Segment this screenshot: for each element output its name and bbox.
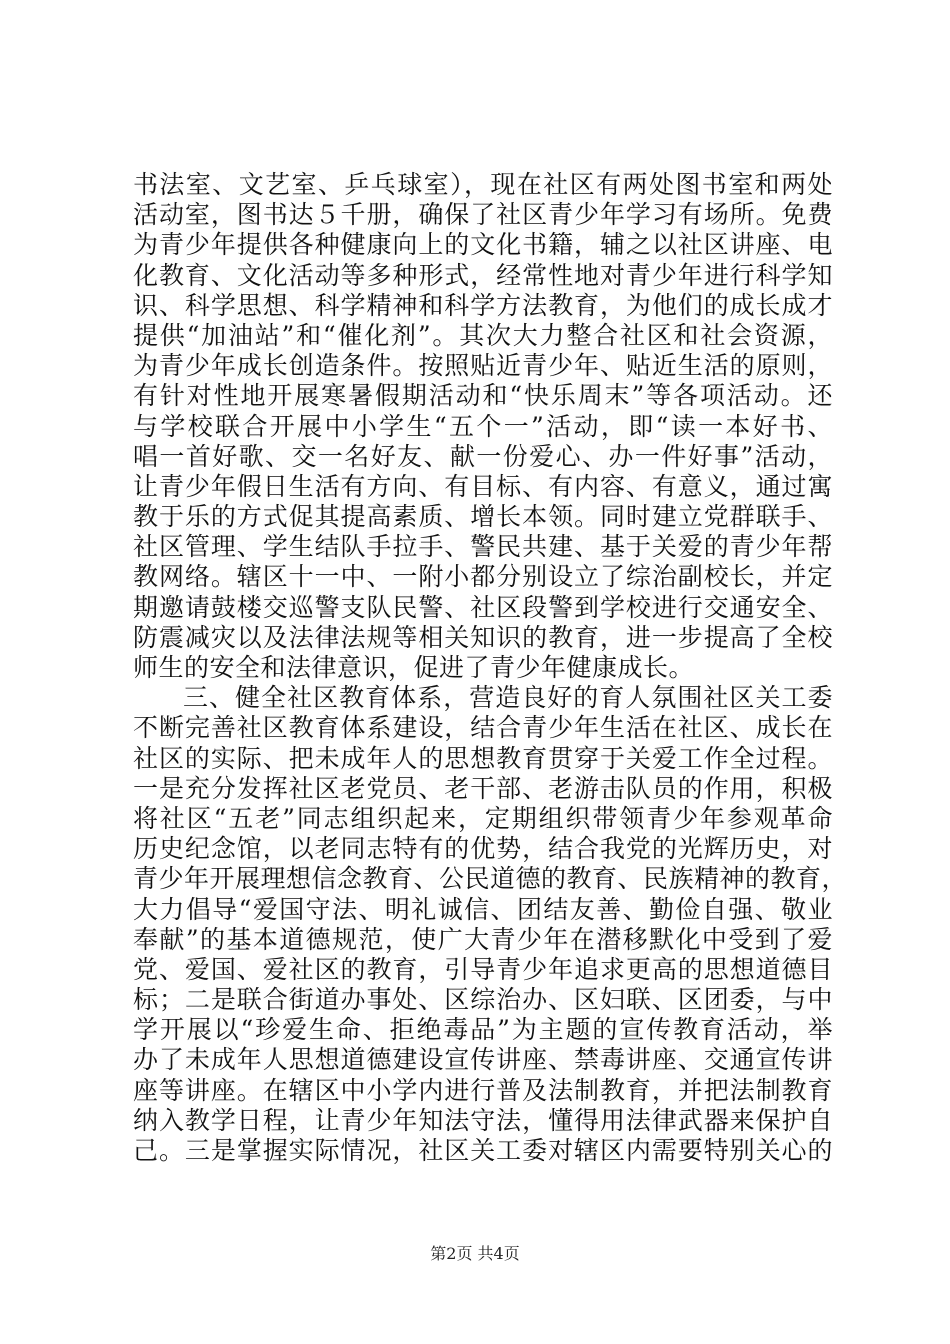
text-line: 防震减灾以及法律法规等相关知识的教育，进一步提高了全校 — [133, 622, 833, 652]
text-line: 期邀请鼓楼交巡警支队民警、社区段警到学校进行交通安全、 — [133, 592, 833, 622]
text-line: 大力倡导“爱国守法、明礼诚信、团结友善、勤俭自强、敬业 — [133, 894, 833, 924]
body-text — [133, 170, 848, 1166]
text-line: 党、爱国、爱社区的教育，引导青少年追求更高的思想道德目 — [133, 954, 833, 984]
text-line: 纳入教学日程，让青少年知法守法，懂得用法律武器来保护自 — [133, 1105, 833, 1135]
text-line: 教网络。辖区十一中、一附小都分别设立了综治副校长，并定 — [133, 562, 833, 592]
text-line: 与学校联合开展中小学生“五个一”活动，即“读一本好书、 — [133, 411, 833, 441]
section-heading-line: 三、健全社区教育体系，营造良好的育人氛围社区关工委 — [183, 683, 833, 713]
text-line: 社区管理、学生结队手拉手、警民共建、基于关爱的青少年帮 — [133, 532, 833, 562]
text-line: 为青少年成长创造条件。按照贴近青少年、贴近生活的原则， — [133, 351, 833, 381]
text-line: 唱一首好歌、交一名好友、献一份爱心、办一件好事”活动， — [133, 441, 833, 471]
text-line: 书法室、文艺室、乒乓球室），现在社区有两处图书室和两处 — [133, 170, 833, 199]
text-line: 青少年开展理想信念教育、公民道德的教育、民族精神的教育， — [133, 864, 848, 894]
text-line: 一是充分发挥社区老党员、老干部、老游击队员的作用，积极 — [133, 773, 833, 803]
text-line: 学开展以“珍爱生命、拒绝毒品”为主题的宣传教育活动，举 — [133, 1015, 833, 1045]
page-number-footer: 第2页 共4页 — [430, 1244, 520, 1263]
text-line: 提供“加油站”和“催化剂”。其次大力整合社区和社会资源， — [133, 320, 833, 350]
text-line: 奉献”的基本道德规范，使广大青少年在潜移默化中受到了爱 — [133, 924, 833, 954]
text-line: 不断完善社区教育体系建设，结合青少年生活在社区、成长在 — [133, 713, 833, 743]
text-line: 将社区“五老”同志组织起来，定期组织带领青少年参观革命 — [133, 803, 833, 833]
text-line: 座等讲座。在辖区中小学内进行普及法制教育，并把法制教育 — [133, 1075, 833, 1105]
text-line: 为青少年提供各种健康向上的文化书籍，辅之以社区讲座、电 — [133, 230, 833, 260]
text-line: 办了未成年人思想道德建设宣传讲座、禁毒讲座、交通宣传讲 — [133, 1045, 833, 1075]
text-line: 教于乐的方式促其提高素质、增长本领。同时建立党群联手、 — [133, 502, 833, 532]
text-line: 社区的实际、把未成年人的思想教育贯穿于关爱工作全过程。 — [133, 743, 833, 773]
text-line: 识、科学思想、科学精神和科学方法教育，为他们的成长成才 — [133, 290, 833, 320]
text-line: 己。三是掌握实际情况，社区关工委对辖区内需要特别关心的 — [133, 1136, 833, 1165]
text-line: 标；二是联合街道办事处、区综治办、区妇联、区团委，与中 — [133, 985, 833, 1015]
text-line: 化教育、文化活动等多种形式，经常性地对青少年进行科学知 — [133, 260, 833, 290]
text-line: 让青少年假日生活有方向、有目标、有内容、有意义，通过寓 — [133, 471, 833, 501]
paragraph-end-line: 师生的安全和法律意识，促进了青少年健康成长。 — [133, 653, 695, 682]
text-line: 历史纪念馆，以老同志特有的优势，结合我党的光辉历史，对 — [133, 834, 833, 864]
text-line: 活动室，图书达５千册，确保了社区青少年学习有场所。免费 — [133, 200, 833, 230]
text-line: 有针对性地开展寒暑假期活动和“快乐周末”等各项活动。还 — [133, 381, 833, 411]
